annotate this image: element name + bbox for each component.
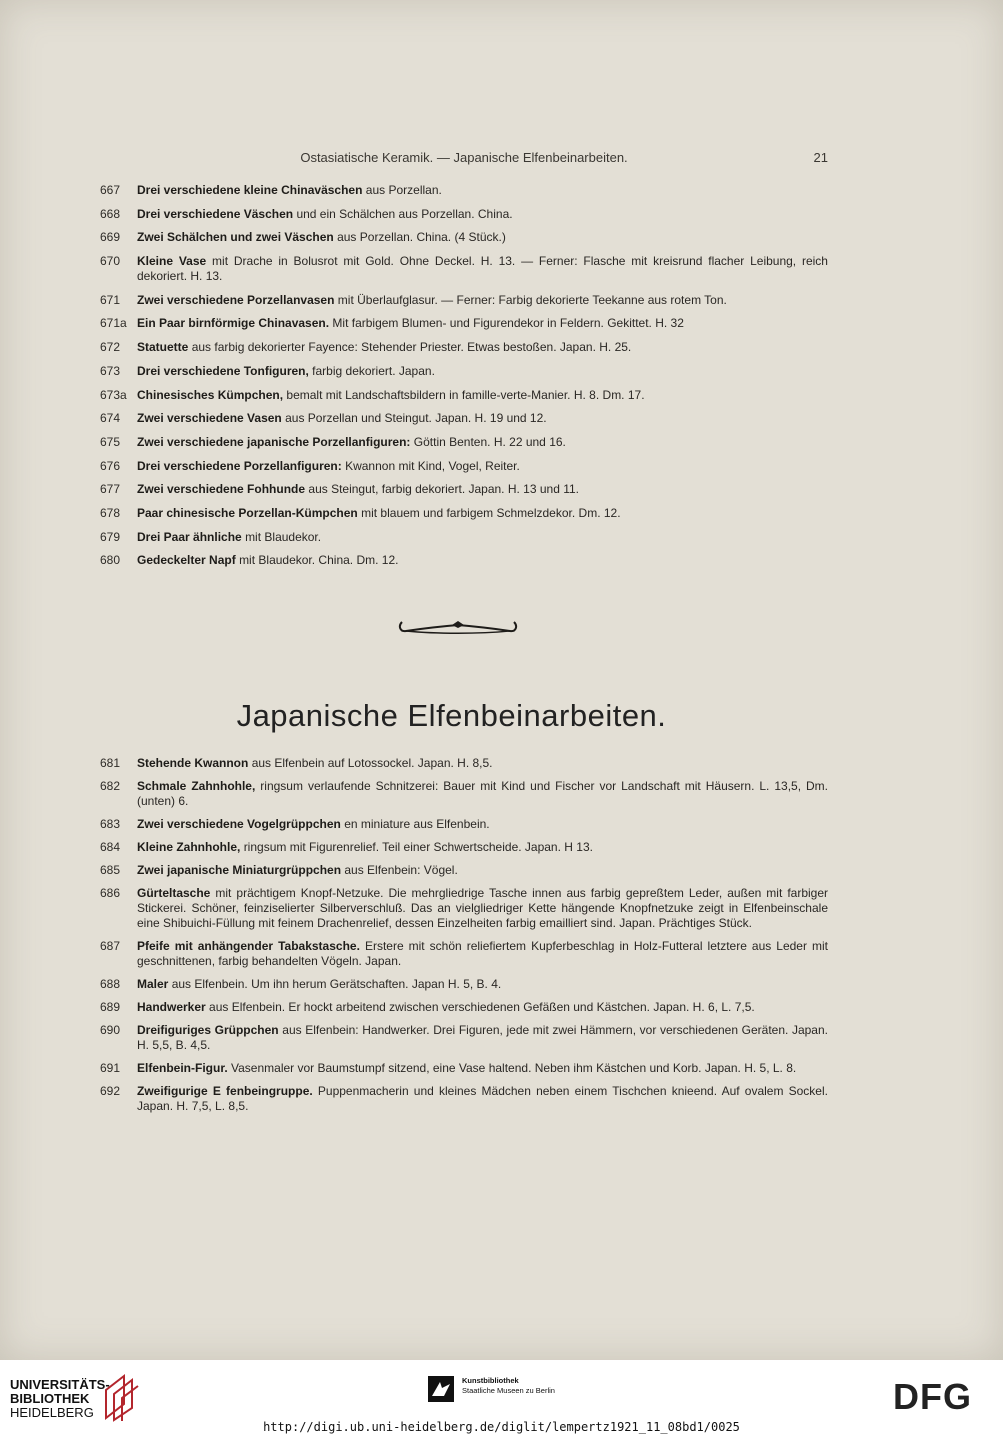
entry-title: Kleine Zahnhohle, <box>137 840 241 854</box>
ub-heidelberg-mark-icon <box>102 1370 140 1422</box>
entry-title: Elfenbein-Figur. <box>137 1061 228 1075</box>
catalog-entry <box>100 364 828 379</box>
entry-title: Gürteltasche <box>137 886 211 900</box>
entry-title: Pfeife mit anhängender Tabakstasche. <box>137 939 360 953</box>
catalog-entry <box>100 482 828 497</box>
catalog-entry <box>100 1061 828 1076</box>
entry-number: 688 <box>100 977 121 991</box>
entry-number: 671 <box>100 292 121 307</box>
entry-number: 671a <box>100 316 127 331</box>
entry-description: Vasenmaler vor Baumstumpf sitzend, eine Vase haltend. Neben ihm Kästchen und Korb. Japan. H. 5, L. 8. <box>231 1061 797 1075</box>
entry-text <box>137 939 828 969</box>
entry-number: 672 <box>100 340 121 355</box>
ub-logo-line2: BIBLIOTHEK <box>10 1391 90 1406</box>
catalog-entry <box>100 506 828 521</box>
entry-title: Zwei verschiedene Vogelgrüppchen <box>137 817 341 831</box>
entry-text <box>137 388 828 403</box>
entry-title: Dreifiguriges Grüppchen <box>137 1023 279 1037</box>
entry-number: 673 <box>100 363 121 378</box>
entry-description: Göttin Benten. H. 22 und 16. <box>413 434 566 449</box>
ub-heidelberg-logo <box>10 1378 110 1420</box>
catalog-entry <box>100 254 828 284</box>
catalog-entry <box>100 553 828 568</box>
footer-bar <box>0 1360 1003 1436</box>
entry-text <box>137 364 828 379</box>
entry-description: aus Porzellan. <box>365 183 442 197</box>
catalog-entry <box>100 1023 828 1053</box>
entry-text <box>137 411 828 426</box>
entry-description: mit Überlaufglasur. — Ferner: Farbig dekorierte Teekanne aus rotem Ton. <box>337 292 727 307</box>
entry-text <box>137 886 828 931</box>
entry-number: 684 <box>100 840 121 854</box>
entry-title: Stehende Kwannon <box>137 756 249 770</box>
catalog-entry <box>100 817 828 832</box>
entry-number: 667 <box>100 183 121 197</box>
entry-number: 685 <box>100 863 121 877</box>
entry-title: Schmale Zahnhohle, <box>137 779 256 793</box>
entry-title: Kleine Vase <box>137 254 207 269</box>
entry-title: Drei Paar ähnliche <box>137 529 242 544</box>
catalog-entry <box>100 316 828 331</box>
entry-title: Zwei verschiedene Fohhunde <box>137 482 306 497</box>
entry-description: aus Elfenbein: Vögel. <box>344 863 458 877</box>
entry-text <box>137 254 828 284</box>
entry-number: 679 <box>100 529 121 544</box>
entry-description: Erstere mit schön reliefiertem Kupferbeschlag in Holz-Futteral letztere aus Leder mit geschnittenen, farbig behandelten Vögeln. Japan. <box>137 939 828 968</box>
entry-number: 680 <box>100 553 121 568</box>
catalog-entry <box>100 1084 828 1114</box>
catalog-entry <box>100 411 828 426</box>
entry-number: 677 <box>100 482 121 497</box>
entry-title: Statuette <box>137 340 189 355</box>
entry-text <box>137 293 828 308</box>
entry-text <box>137 756 828 771</box>
entry-title: Handwerker <box>137 1000 206 1014</box>
entry-text <box>137 817 828 832</box>
catalog-entry <box>100 183 828 198</box>
running-head-title: Ostasiatische Keramik. — Japanische Elfenbeinarbeiten. <box>300 150 628 165</box>
entry-description: mit Drache in Bolusrot mit Gold. Ohne Deckel. H. 13. — Ferner: Flasche mit kreisrund flacher Leibung, reich dekoriert. H. 13. <box>137 254 828 284</box>
entry-title: Zwei verschiedene Porzellanvasen <box>137 292 335 307</box>
entry-description: und ein Schälchen aus Porzellan. China. <box>296 206 513 221</box>
entry-number: 681 <box>100 756 121 770</box>
entry-title: Paar chinesische Porzellan-Kümpchen <box>137 505 358 520</box>
entry-title: Maler <box>137 977 169 991</box>
entry-number: 692 <box>100 1084 121 1098</box>
catalog-entry <box>100 886 828 931</box>
catalog-entry <box>100 388 828 403</box>
entry-text <box>137 1084 828 1114</box>
entry-description: farbig dekoriert. Japan. <box>312 363 435 378</box>
entry-text <box>137 459 828 474</box>
entry-text <box>137 183 828 198</box>
entry-description: en miniature aus Elfenbein. <box>344 817 490 831</box>
entry-title: Zwei japanische Miniaturgrüppchen <box>137 863 342 877</box>
entry-text <box>137 553 828 568</box>
catalog-entry <box>100 1000 828 1015</box>
entry-title: Zwei Schälchen und zwei Väschen <box>137 230 334 245</box>
entry-title: Drei verschiedene Porzellanfiguren: <box>137 458 342 473</box>
source-url[interactable]: http://digi.ub.uni-heidelberg.de/diglit/lempertz1921_11_08bd1/0025 <box>263 1420 740 1434</box>
catalog-entry <box>100 863 828 878</box>
catalog-entry <box>100 230 828 245</box>
ub-logo-line3: HEIDELBERG <box>10 1405 94 1420</box>
kb-line1: Kunstbibliothek <box>462 1376 519 1385</box>
kunstbibliothek-mark-icon <box>428 1376 454 1402</box>
ceramics-entry-list <box>100 183 828 577</box>
entry-title: Drei verschiedene Väschen <box>137 206 294 221</box>
entry-number: 668 <box>100 206 121 221</box>
ornament-divider-icon <box>396 616 520 638</box>
entry-number: 682 <box>100 779 121 793</box>
entry-number: 683 <box>100 817 121 831</box>
catalog-entry <box>100 977 828 992</box>
entry-text <box>137 506 828 521</box>
entry-number: 687 <box>100 939 121 953</box>
entry-description: Mit farbigem Blumen- und Figurendekor in Feldern. Gekittet. H. 32 <box>332 316 684 331</box>
kb-line2: Staatliche Museen zu Berlin <box>462 1386 555 1395</box>
ub-logo-line1: UNIVERSITÄTS- <box>10 1377 110 1392</box>
catalog-entry <box>100 293 828 308</box>
catalog-entry <box>100 340 828 355</box>
entry-title: Gedeckelter Napf <box>137 553 236 568</box>
dfg-logo: DFG <box>893 1376 972 1417</box>
catalog-entry <box>100 530 828 545</box>
entry-title: Drei verschiedene Tonfiguren, <box>137 363 309 378</box>
entry-text <box>137 207 828 222</box>
entry-number: 670 <box>100 254 121 269</box>
catalog-entry <box>100 756 828 771</box>
catalog-entry <box>100 459 828 474</box>
entry-text <box>137 1023 828 1053</box>
entry-description: bemalt mit Landschaftsbildern in famille-verte-Manier. H. 8. Dm. 17. <box>286 387 645 402</box>
entry-description: mit blauem und farbigem Schmelzdekor. Dm. 12. <box>361 505 621 520</box>
entry-number: 678 <box>100 505 121 520</box>
entry-description: aus Porzellan. China. (4 Stück.) <box>337 230 506 245</box>
entry-description: aus farbig dekorierter Fayence: Stehender Priester. Etwas bestoßen. Japan. H. 25. <box>191 340 632 355</box>
ivory-entry-list <box>100 756 828 1122</box>
entry-description: aus Steingut, farbig dekoriert. Japan. H. 13 und 11. <box>308 482 580 497</box>
entry-text <box>137 435 828 450</box>
entry-text <box>137 1000 828 1015</box>
entry-description: Kwannon mit Kind, Vogel, Reiter. <box>345 458 520 473</box>
entry-description: ringsum mit Figurenrelief. Teil einer Schwertscheide. Japan. H 13. <box>243 840 593 854</box>
entry-text <box>137 316 828 331</box>
entry-text <box>137 230 828 245</box>
entry-description: aus Elfenbein: Handwerker. Drei Figuren, jede mit zwei Hämmern, vor verschiedenen Geräten. Japan. H. 5,5, B. 4,5. <box>137 1023 828 1052</box>
section-heading: Japanische Elfenbeinarbeiten. <box>236 698 667 733</box>
catalog-entry <box>100 207 828 222</box>
page-number: 21 <box>813 150 828 165</box>
catalog-entry <box>100 939 828 969</box>
entry-title: Zweifigurige E fenbeingruppe. <box>137 1084 313 1098</box>
entry-number: 669 <box>100 230 121 245</box>
entry-text <box>137 530 828 545</box>
entry-description: mit Blaudekor. China. Dm. 12. <box>239 553 399 568</box>
entry-description: aus Elfenbein. Er hockt arbeitend zwischen verschiedenen Gefäßen und Kästchen. Japan. H. 6, L. 7,5. <box>209 1000 755 1014</box>
catalog-entry <box>100 779 828 809</box>
entry-number: 689 <box>100 1000 121 1014</box>
entry-text <box>137 482 828 497</box>
entry-number: 691 <box>100 1061 121 1075</box>
entry-description: Puppenmacherin und kleines Mädchen neben einem Tischchen knieend. Auf ovalem Sockel. Japan. H. 7,5, L. 8,5. <box>137 1084 828 1113</box>
entry-number: 676 <box>100 458 121 473</box>
entry-title: Chinesisches Kümpchen, <box>137 387 284 402</box>
entry-title: Drei verschiedene kleine Chinaväschen <box>137 183 363 197</box>
entry-text <box>137 863 828 878</box>
entry-text <box>137 779 828 809</box>
catalog-entry <box>100 840 828 855</box>
entry-description: mit prächtigem Knopf-Netzuke. Die mehrgliedrige Tasche innen aus farbig gepreßtem Leder, außen mit farbiger Stickerei. Schöner, feinziselierter Silberverschluß. Das an vielgliedriger Kette hängende Knopfnetzuke zeigt in Elfenbeinschale eine Shibuichi-Füllung mit feinem Drachenrelief, dessen Einzelheiten farbig emailliert sind. Japan. Prächtiges Stück. <box>137 886 829 930</box>
entry-title: Zwei verschiedene japanische Porzellanfiguren: <box>137 434 411 449</box>
entry-number: 675 <box>100 434 121 449</box>
entry-text <box>137 340 828 355</box>
entry-text <box>137 977 828 992</box>
entry-description: aus Elfenbein. Um ihn herum Gerätschaften. Japan H. 5, B. 4. <box>171 977 502 991</box>
entry-text <box>137 840 828 855</box>
entry-number: 673a <box>100 387 127 402</box>
entry-title: Zwei verschiedene Vasen <box>137 411 282 426</box>
entry-number: 674 <box>100 411 121 426</box>
entry-number: 686 <box>100 886 121 900</box>
entry-description: aus Porzellan und Steingut. Japan. H. 19 und 12. <box>285 411 547 426</box>
entry-title: Ein Paar birnförmige Chinavasen. <box>137 316 330 331</box>
entry-description: aus Elfenbein auf Lotossockel. Japan. H. 8,5. <box>251 756 493 770</box>
catalog-entry <box>100 435 828 450</box>
entry-number: 690 <box>100 1023 121 1037</box>
entry-text <box>137 1061 828 1076</box>
entry-description: ringsum verlaufende Schnitzerei: Bauer mit Kind und Fischer vor Landschaft mit Häusern. L. 13,5, Dm. (unten) 6. <box>137 779 828 808</box>
entry-description: mit Blaudekor. <box>245 529 322 544</box>
